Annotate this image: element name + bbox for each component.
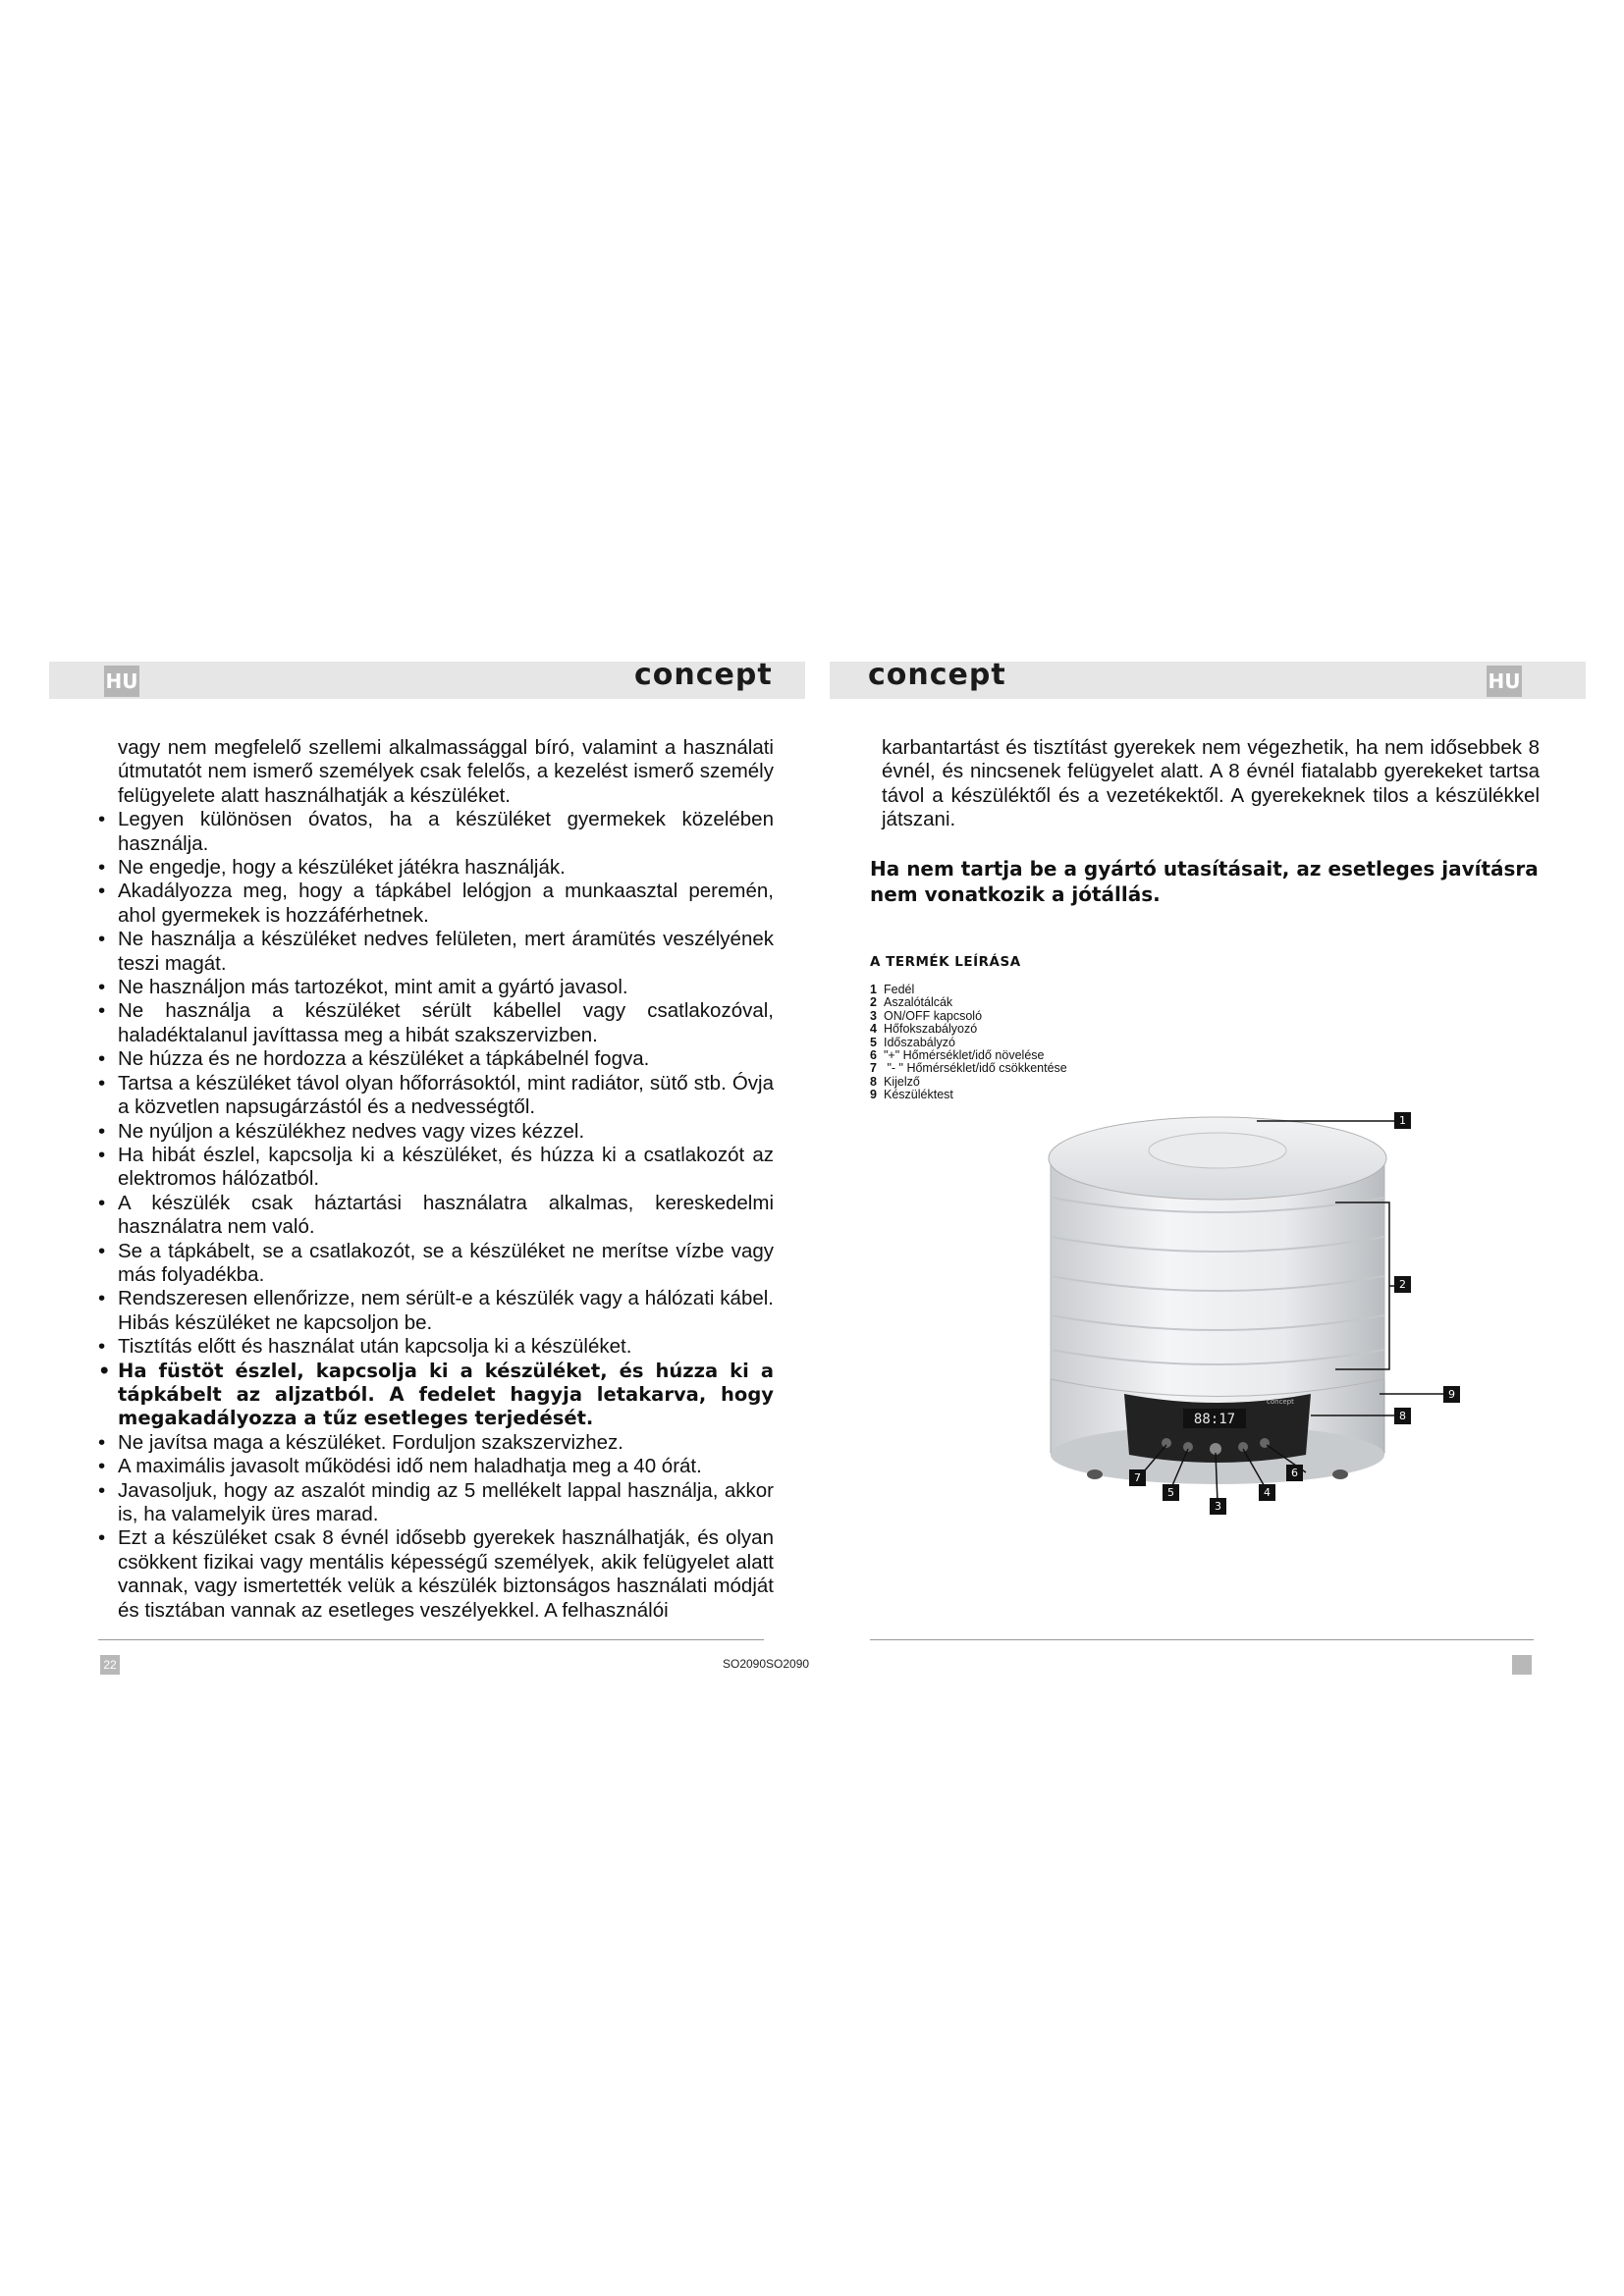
callout-4: 4: [1259, 1484, 1275, 1501]
callout-9: 9: [1443, 1386, 1460, 1403]
callout-2: 2: [1394, 1276, 1411, 1293]
continuation-paragraph: karbantartást és tisztítást gyerekek nem végezhetik, ha nem idősebbek 8 évnél, és nincsenek felügyelet alatt. A 8 évnél fiatalabb gyerekeket tartsa távol a készüléktől és a vezetékektől. A gyerekeknek tilos a készülékkel játszani.: [882, 736, 1540, 831]
left-column: [96, 736, 774, 1623]
right-column-continuation: [882, 736, 1540, 832]
list-item: • Ne húzza és ne hordozza a készüléket a tápkábelnél fogva.: [96, 1047, 774, 1071]
legend-item: 3 ON/OFF kapcsoló: [870, 1008, 983, 1023]
legend-item: 6 "+" Hőmérséklet/idő növelése: [870, 1048, 1045, 1063]
list-item: • Akadályozza meg, hogy a tápkábel lelógjon a munkaasztal peremén, ahol gyermekek is hozzáférhetnek.: [96, 880, 774, 928]
list-item: • Legyen különösen óvatos, ha a készüléket gyermekek közelében használja.: [96, 808, 774, 856]
safety-list: [96, 808, 774, 1623]
list-item: • Ne használjon más tartozékot, mint amit a gyártó javasol.: [96, 976, 774, 999]
intro-paragraph: vagy nem megfelelő szellemi alkalmassággal bíró, valamint a használati útmutatót nem ismerő személyek csak felelős, a kezelést ismerő személy felügyelete alatt használhatják a készüléket.: [118, 736, 774, 807]
list-item: • Javasoljuk, hogy az aszalót mindig az 5 mellékelt lappal használja, akkor is, ha valamelyik üres marad.: [96, 1479, 774, 1527]
list-item: • Tartsa a készüléket távol olyan hőforrásoktól, mint radiátor, sütő stb. Óvja a közvetlen napsugárzástól és a nedvességtől.: [96, 1072, 774, 1120]
list-item: • Rendszeresen ellenőrizze, nem sérült-e a készülék vagy a hálózati kábel. Hibás készüléket ne kapcsoljon be.: [96, 1287, 774, 1335]
legend-item: 1 Fedél: [870, 983, 915, 996]
parts-legend: [870, 984, 1164, 1102]
callout-8: 8: [1394, 1408, 1411, 1424]
callout-5: 5: [1163, 1484, 1179, 1501]
list-item: • Ne nyúljon a készülékhez nedves vagy vizes kézzel.: [96, 1120, 774, 1144]
section-title-product-description: A TERMÉK LEÍRÁSA: [870, 954, 1021, 970]
footer-rule-left: [98, 1639, 764, 1640]
callout-1: 1: [1394, 1112, 1411, 1129]
fire-warning-item: • Ha füstöt észlel, kapcsolja ki a készüléket, és húzza ki a tápkábelt az aljzatból. A fedelet hagyja letakarva, hogy megakadályozza a tűz esetleges terjedését.: [96, 1360, 774, 1431]
model-number: SO2090SO2090: [723, 1657, 810, 1671]
brand-logo-left: concept: [634, 658, 773, 692]
warranty-warning-text: Ha nem tartja be a gyártó utasításait, az esetleges javításra nem vonatkozik a jótállás.: [870, 857, 1539, 906]
callout-6: 6: [1286, 1465, 1303, 1481]
legend-item: 9 Készüléktest: [870, 1088, 953, 1102]
list-item: • A maximális javasolt működési idő nem haladhatja meg a 40 órát.: [96, 1455, 774, 1478]
legend-item: 2 Aszalótálcák: [870, 995, 953, 1010]
callout-3: 3: [1210, 1498, 1226, 1515]
list-item: • Ne használja a készüléket sérült kábellel vagy csatlakozóval, haladéktalanul javíttassa meg a hibát szakszervizben.: [96, 999, 774, 1047]
list-item: • Ne használja a készüléket nedves felületen, mert áramütés veszélyének teszi magát.: [96, 928, 774, 976]
callout-7: 7: [1129, 1469, 1146, 1486]
list-item: • Ha hibát észlel, kapcsolja ki a készüléket, és húzza ki a csatlakozót az elektromos hálózatból.: [96, 1144, 774, 1192]
minus-button[interactable]: [1162, 1438, 1171, 1448]
list-item: • Ne javítsa maga a készüléket. Forduljon szakszervizhez.: [96, 1431, 774, 1455]
list-item: • A készülék csak háztartási használatra alkalmas, kereskedelmi használatra nem való.: [96, 1192, 774, 1240]
warranty-warning: [870, 856, 1547, 907]
page-number-right: [1512, 1655, 1532, 1675]
language-badge-left: HU: [104, 666, 139, 697]
control-panel: [1124, 1394, 1311, 1463]
list-item: • Tisztítás előtt és használat után kapcsolja ki a készüléket.: [96, 1335, 774, 1359]
food-dehydrator-illustration: [1021, 1099, 1473, 1522]
device-lid: [1049, 1117, 1386, 1200]
legend-item: 8 Kijelző: [870, 1074, 920, 1089]
legend-item: 7 "- " Hőmérséklet/idő csökkentése: [870, 1061, 1067, 1076]
brand-logo-right: concept: [868, 658, 1006, 692]
legend-item: 5 Időszabályzó: [870, 1035, 955, 1049]
list-item: • Se a tápkábelt, se a csatlakozót, se a készüléket ne merítse vízbe vagy más folyadékba.: [96, 1240, 774, 1288]
device-brand-label: concept: [1267, 1398, 1294, 1406]
list-item: • Ezt a készüléket csak 8 évnél idősebb gyerekek használhatják, és olyan csökkent fizikai vagy mentális képességű személyek, akik felügyelet alatt vannak, vagy ismertették velük a készülék biztonságos használati módját és tisztában vannak az esetleges veszélyekkel. A felhasználói: [96, 1526, 774, 1623]
page-number-left: 22: [100, 1655, 120, 1675]
list-item: • Ne engedje, hogy a készüléket játékra használják.: [96, 856, 774, 880]
language-badge-right: HU: [1487, 666, 1522, 697]
footer-rule-right: [870, 1639, 1534, 1640]
legend-item: 4 Hőfokszabályozó: [870, 1022, 978, 1037]
display-readout: 88:17: [1193, 1412, 1236, 1427]
